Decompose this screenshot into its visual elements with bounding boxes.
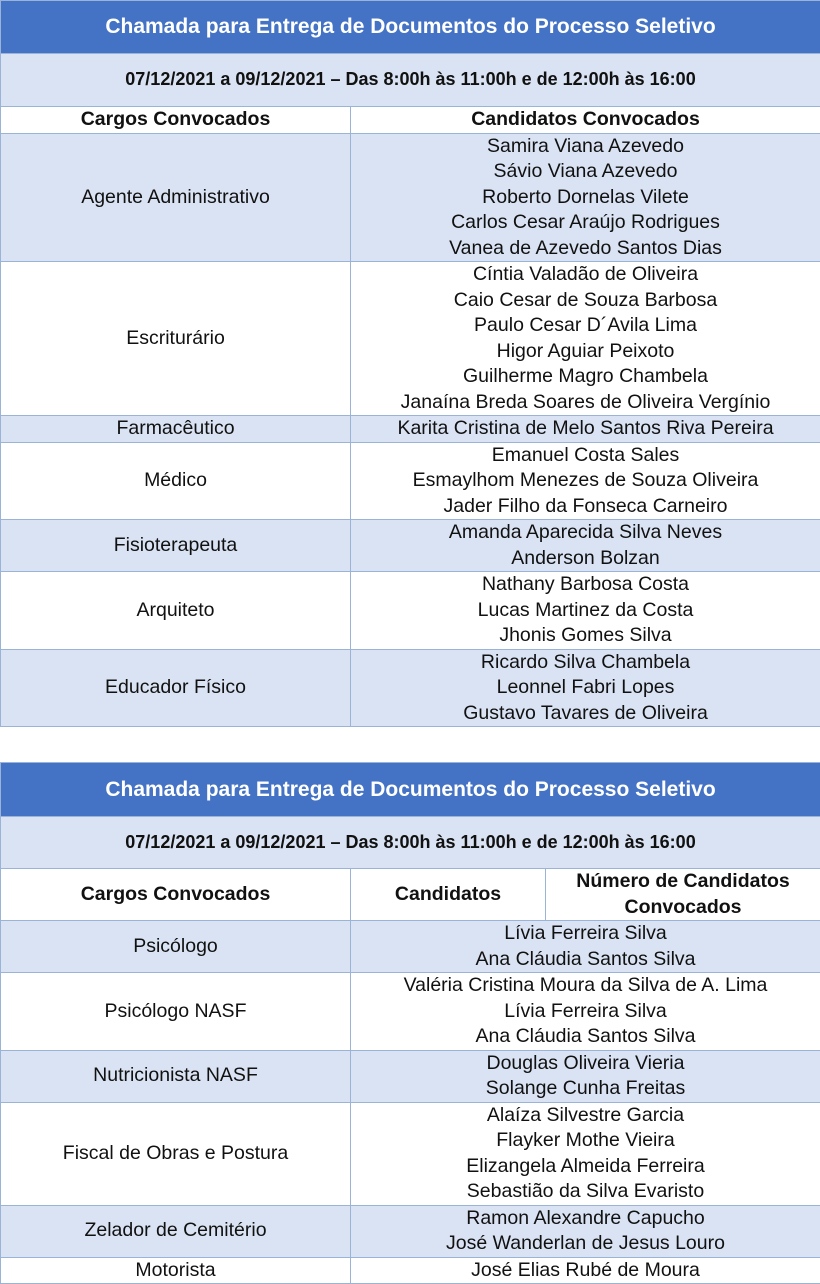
candidate-name: Caio Cesar de Souza Barbosa [351, 288, 820, 314]
table-row [1, 442, 820, 520]
table-row [1, 262, 820, 416]
table-row [1, 133, 820, 262]
table-row [1, 1050, 820, 1102]
candidatos-cell [351, 520, 820, 572]
candidate-name: Ana Cláudia Santos Silva [351, 1024, 820, 1050]
candidate-name: Karita Cristina de Melo Santos Riva Pereira [351, 416, 820, 442]
candidate-name: Flayker Mothe Vieira [351, 1128, 820, 1154]
cargo-cell: Nutricionista NASF [1, 1050, 351, 1102]
candidate-name: Jhonis Gomes Silva [351, 623, 820, 649]
table-row [1, 520, 820, 572]
candidatos-cell [351, 1102, 820, 1205]
candidate-name: José Elias Rubé de Moura [351, 1258, 820, 1284]
column-header-candidatos: Candidatos [351, 869, 546, 921]
table-title: Chamada para Entrega de Documentos do Processo Seletivo [1, 1, 820, 54]
candidatos-cell [351, 1050, 820, 1102]
candidate-name: Samira Viana Azevedo [351, 134, 820, 160]
candidate-name: Gustavo Tavares de Oliveira [351, 701, 820, 727]
candidatos-cell [351, 416, 820, 443]
candidatos-cell [351, 1257, 820, 1284]
table-row [1, 649, 820, 727]
table-title: Chamada para Entrega de Documentos do Processo Seletivo [1, 763, 820, 817]
table-row [1, 973, 820, 1051]
cargo-cell: Zelador de Cemitério [1, 1205, 351, 1257]
cargo-cell: Médico [1, 442, 351, 520]
cargo-cell: Farmacêutico [1, 416, 351, 443]
cargo-cell: Educador Físico [1, 649, 351, 727]
candidatos-cell [351, 921, 820, 973]
candidate-name: Higor Aguiar Peixoto [351, 339, 820, 365]
cargo-cell: Psicólogo [1, 921, 351, 973]
candidate-name: Douglas Oliveira Vieria [351, 1051, 820, 1077]
candidatos-cell [351, 572, 820, 650]
candidate-name: Ana Cláudia Santos Silva [351, 947, 820, 973]
candidate-name: Leonnel Fabri Lopes [351, 675, 820, 701]
candidate-name: Amanda Aparecida Silva Neves [351, 520, 820, 546]
candidate-name: Janaína Breda Soares de Oliveira Vergínio [351, 390, 820, 416]
column-header-candidatos: Candidatos Convocados [351, 107, 820, 134]
column-header-numero: Número de Candidatos Convocados [546, 869, 820, 921]
candidatos-cell [351, 442, 820, 520]
candidate-name: Cíntia Valadão de Oliveira [351, 262, 820, 288]
column-header-cargos: Cargos Convocados [1, 869, 351, 921]
convocation-table-2 [0, 762, 820, 1284]
candidate-name: Elizangela Almeida Ferreira [351, 1154, 820, 1180]
cargo-cell: Escriturário [1, 262, 351, 416]
candidatos-cell [351, 133, 820, 262]
candidate-name: Carlos Cesar Araújo Rodrigues [351, 210, 820, 236]
cargo-cell: Arquiteto [1, 572, 351, 650]
candidate-name: José Wanderlan de Jesus Louro [351, 1231, 820, 1257]
candidate-name: Paulo Cesar D´Avila Lima [351, 313, 820, 339]
cargo-cell: Fisioterapeuta [1, 520, 351, 572]
table-row [1, 1257, 820, 1284]
candidate-name: Sebastião da Silva Evaristo [351, 1179, 820, 1205]
table-row [1, 1205, 820, 1257]
candidate-name: Lívia Ferreira Silva [351, 921, 820, 947]
candidatos-cell [351, 649, 820, 727]
candidate-name: Alaíza Silvestre Garcia [351, 1103, 820, 1129]
candidate-name: Ramon Alexandre Capucho [351, 1206, 820, 1232]
cargo-cell: Fiscal de Obras e Postura [1, 1102, 351, 1205]
candidate-name: Solange Cunha Freitas [351, 1076, 820, 1102]
candidatos-cell [351, 262, 820, 416]
candidate-name: Lucas Martinez da Costa [351, 598, 820, 624]
cargo-cell: Motorista [1, 1257, 351, 1284]
candidate-name: Ricardo Silva Chambela [351, 650, 820, 676]
column-header-cargos: Cargos Convocados [1, 107, 351, 134]
candidate-name: Roberto Dornelas Vilete [351, 185, 820, 211]
candidate-name: Anderson Bolzan [351, 546, 820, 572]
table-row [1, 416, 820, 443]
candidatos-cell [351, 1205, 820, 1257]
candidatos-cell [351, 973, 820, 1051]
cargo-cell: Psicólogo NASF [1, 973, 351, 1051]
candidate-name: Lívia Ferreira Silva [351, 999, 820, 1025]
candidate-name: Emanuel Costa Sales [351, 443, 820, 469]
candidate-name: Jader Filho da Fonseca Carneiro [351, 494, 820, 520]
date-range: 07/12/2021 a 09/12/2021 – Das 8:00h às 11:00h e de 12:00h às 16:00 [1, 817, 820, 869]
table-row [1, 572, 820, 650]
candidate-name: Guilherme Magro Chambela [351, 364, 820, 390]
date-range: 07/12/2021 a 09/12/2021 – Das 8:00h às 11:00h e de 12:00h às 16:00 [1, 54, 820, 107]
candidate-name: Sávio Viana Azevedo [351, 159, 820, 185]
candidate-name: Nathany Barbosa Costa [351, 572, 820, 598]
candidate-name: Esmaylhom Menezes de Souza Oliveira [351, 468, 820, 494]
table-row [1, 921, 820, 973]
cargo-cell: Agente Administrativo [1, 133, 351, 262]
candidate-name: Valéria Cristina Moura da Silva de A. Lima [351, 973, 820, 999]
candidate-name: Vanea de Azevedo Santos Dias [351, 236, 820, 262]
table-row [1, 1102, 820, 1205]
